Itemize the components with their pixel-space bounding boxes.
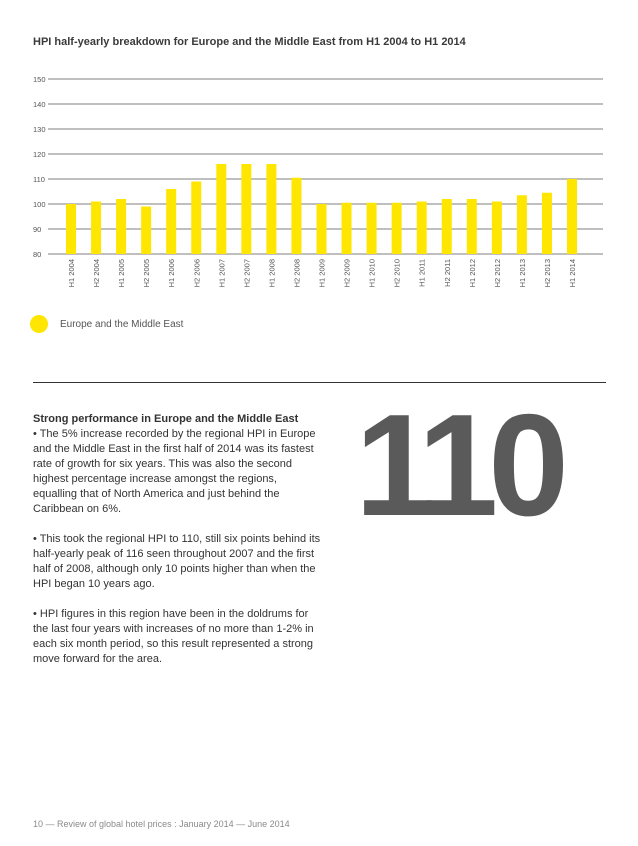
legend-swatch bbox=[30, 315, 48, 333]
bar bbox=[166, 189, 176, 254]
x-tick-label: H1 2008 bbox=[267, 259, 277, 288]
x-tick-label: H1 2004 bbox=[67, 259, 76, 288]
x-tick-label: H2 2006 bbox=[192, 259, 202, 288]
bar bbox=[442, 199, 452, 254]
x-tick-label: H1 2012 bbox=[467, 259, 477, 288]
x-tick-label: H1 2011 bbox=[417, 259, 427, 287]
y-tick-label: 150 bbox=[33, 75, 46, 84]
chart-title: HPI half-yearly breakdown for Europe and the Middle East from H1 2004 to H1 2014 bbox=[33, 36, 466, 48]
x-tick-label: H1 2013 bbox=[517, 259, 527, 288]
bar bbox=[191, 182, 201, 255]
bar bbox=[517, 195, 527, 254]
legend-label: Europe and the Middle East bbox=[60, 319, 184, 330]
bar-chart bbox=[0, 0, 638, 310]
bar bbox=[141, 207, 151, 255]
x-tick-label: H1 2007 bbox=[217, 259, 227, 288]
bar bbox=[392, 203, 402, 254]
x-tick-label: H2 2013 bbox=[542, 259, 552, 288]
page-footer: 10 — Review of global hotel prices : January 2014 — June 2014 bbox=[33, 819, 290, 829]
bar bbox=[342, 203, 352, 254]
x-tick-label: H2 2011 bbox=[442, 259, 452, 287]
x-tick-label: H2 2012 bbox=[492, 259, 502, 288]
x-tick-label: H2 2009 bbox=[342, 259, 352, 288]
x-tick-label: H1 2006 bbox=[167, 259, 177, 288]
article-paragraph-1: • The 5% increase recorded by the regional HPI in Europe and the Middle East in the first half of 2014 was its fastest rate of growth for six years. This was also the second highest percentage increase amongst the regions, equalling that of North America and just behind the Caribbean on 6%. bbox=[33, 428, 316, 515]
x-tick-label: H2 2005 bbox=[142, 259, 152, 288]
bar bbox=[467, 199, 477, 254]
y-tick-label: 90 bbox=[33, 225, 42, 234]
article-heading: Strong performance in Europe and the Middle East bbox=[33, 413, 299, 425]
article-paragraph-2: • This took the regional HPI to 110, still six points behind its half-yearly peak of 116 seen throughout 2007 and the first half of 2008, although only 10 points higher than when the HPI began 10 years ago. bbox=[33, 533, 321, 590]
bar bbox=[542, 193, 552, 254]
y-tick-label: 110 bbox=[33, 175, 45, 184]
x-tick-label: H1 2014 bbox=[568, 259, 577, 288]
y-tick-label: 80 bbox=[33, 250, 42, 259]
bar bbox=[492, 202, 502, 255]
x-tick-label: H1 2010 bbox=[367, 259, 377, 288]
x-tick-label: H2 2010 bbox=[392, 259, 402, 288]
bar bbox=[266, 164, 276, 254]
bar bbox=[91, 202, 101, 255]
article-paragraph-3: • HPI figures in this region have been in the doldrums for the last four years with increases of no more than 1-2% in each six month period, so this result represented a strong move forward for the area. bbox=[33, 608, 314, 665]
x-tick-label: H2 2004 bbox=[92, 259, 102, 288]
x-tick-label: H2 2008 bbox=[292, 259, 302, 288]
y-tick-label: 120 bbox=[33, 150, 46, 159]
bar bbox=[291, 178, 301, 254]
highlight-number: 110 bbox=[355, 384, 559, 546]
x-tick-label: H1 2009 bbox=[317, 259, 327, 288]
y-tick-label: 140 bbox=[33, 100, 46, 109]
x-tick-label: H1 2005 bbox=[117, 259, 127, 288]
article-body bbox=[33, 412, 323, 682]
bar bbox=[241, 164, 251, 254]
bar bbox=[417, 202, 427, 255]
y-tick-label: 100 bbox=[33, 200, 46, 209]
bar bbox=[567, 179, 577, 254]
bar bbox=[216, 164, 226, 254]
section-divider bbox=[33, 382, 606, 383]
bar bbox=[317, 204, 327, 254]
y-tick-label: 130 bbox=[33, 125, 46, 134]
x-tick-label: H2 2007 bbox=[242, 259, 252, 288]
bar bbox=[116, 199, 126, 254]
bar bbox=[66, 204, 76, 254]
bar bbox=[367, 203, 377, 254]
